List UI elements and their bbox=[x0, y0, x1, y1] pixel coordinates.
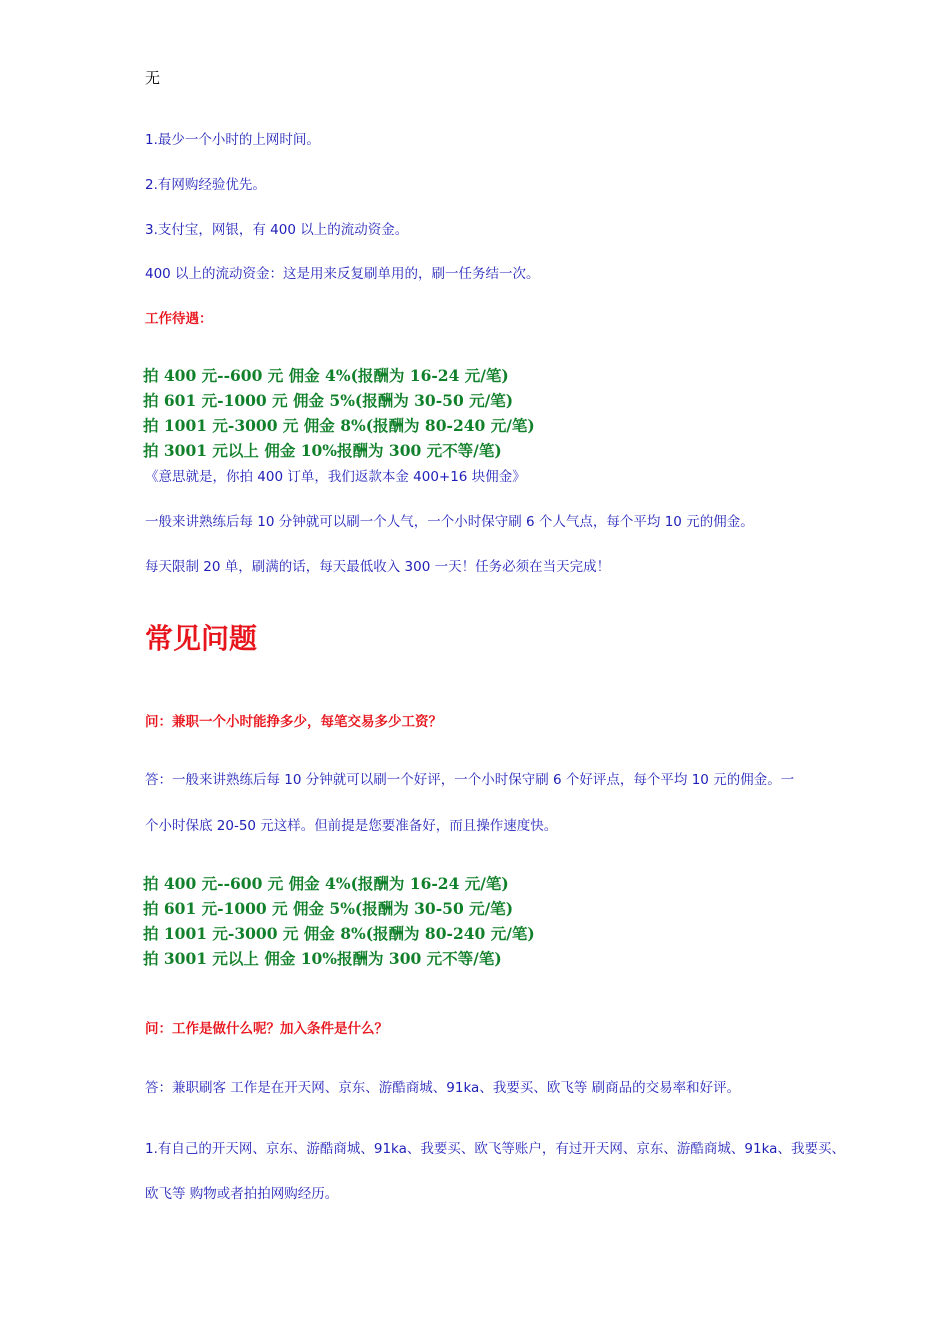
faq-tier-1: 拍 400 元--600 元 佣金 4%(报酬为 16-24 元/笔) bbox=[143, 874, 509, 893]
pay-detail-1: 一般来讲熟练后每 10 分钟就可以刷一个人气，一个小时保守刷 6 个人气点，每个平均 10 元的佣金。 bbox=[145, 514, 754, 530]
pay-tier-3: 拍 1001 元-3000 元 佣金 8%(报酬为 80-240 元/笔) bbox=[143, 416, 535, 435]
faq-tier-4: 拍 3001 元以上 佣金 10%报酬为 300 元不等/笔) bbox=[143, 949, 502, 968]
requirement-note: 400 以上的流动资金：这是用来反复刷单用的，刷一任务结一次。 bbox=[145, 266, 540, 282]
pay-tier-2: 拍 601 元-1000 元 佣金 5%(报酬为 30-50 元/笔) bbox=[143, 391, 514, 410]
faq-question-2: 问：工作是做什么呢？加入条件是什么？ bbox=[145, 1021, 388, 1037]
faq-title: 常见问题 bbox=[145, 622, 258, 655]
pay-note: 《意思就是，你拍 400 订单，我们返款本金 400+16 块佣金》 bbox=[145, 469, 526, 485]
faq-question-1: 问：兼职一个小时能挣多少，每笔交易多少工资？ bbox=[145, 714, 442, 730]
none-text: 无 bbox=[145, 69, 161, 87]
faq-answer-2-item-1-line-2: 欧飞等 购物或者拍拍网购经历。 bbox=[145, 1186, 339, 1202]
faq-answer-2: 答：兼职刷客 工作是在开天网、京东、游酷商城、91ka、我要买、欧飞等 刷商品的交易率和好评。 bbox=[145, 1080, 741, 1096]
faq-tier-2: 拍 601 元-1000 元 佣金 5%(报酬为 30-50 元/笔) bbox=[143, 899, 514, 918]
requirement-3: 3.支付宝，网银，有 400 以上的流动资金。 bbox=[145, 222, 409, 238]
requirement-1: 1.最少一个小时的上网时间。 bbox=[145, 132, 320, 148]
faq-answer-1-line-2: 个小时保底 20-50 元这样。但前提是您要准备好，而且操作速度快。 bbox=[145, 818, 558, 834]
pay-tier-1: 拍 400 元--600 元 佣金 4%(报酬为 16-24 元/笔) bbox=[143, 366, 509, 385]
requirement-2: 2.有网购经验优先。 bbox=[145, 177, 266, 193]
faq-answer-1-line-1: 答：一般来讲熟练后每 10 分钟就可以刷一个好评，一个小时保守刷 6 个好评点，每个平均 10 元的佣金。一 bbox=[145, 772, 795, 788]
pay-detail-2: 每天限制 20 单，刷满的话，每天最低收入 300 一天！任务必须在当天完成！ bbox=[145, 559, 611, 575]
faq-answer-2-item-1-line-1: 1.有自己的开天网、京东、游酷商城、91ka、我要买、欧飞等账户，有过开天网、京东、游酷商城、91ka、我要买、 bbox=[145, 1141, 845, 1157]
faq-tier-3: 拍 1001 元-3000 元 佣金 8%(报酬为 80-240 元/笔) bbox=[143, 924, 535, 943]
pay-heading: 工作待遇： bbox=[145, 311, 213, 327]
pay-tier-4: 拍 3001 元以上 佣金 10%报酬为 300 元不等/笔) bbox=[143, 441, 502, 460]
